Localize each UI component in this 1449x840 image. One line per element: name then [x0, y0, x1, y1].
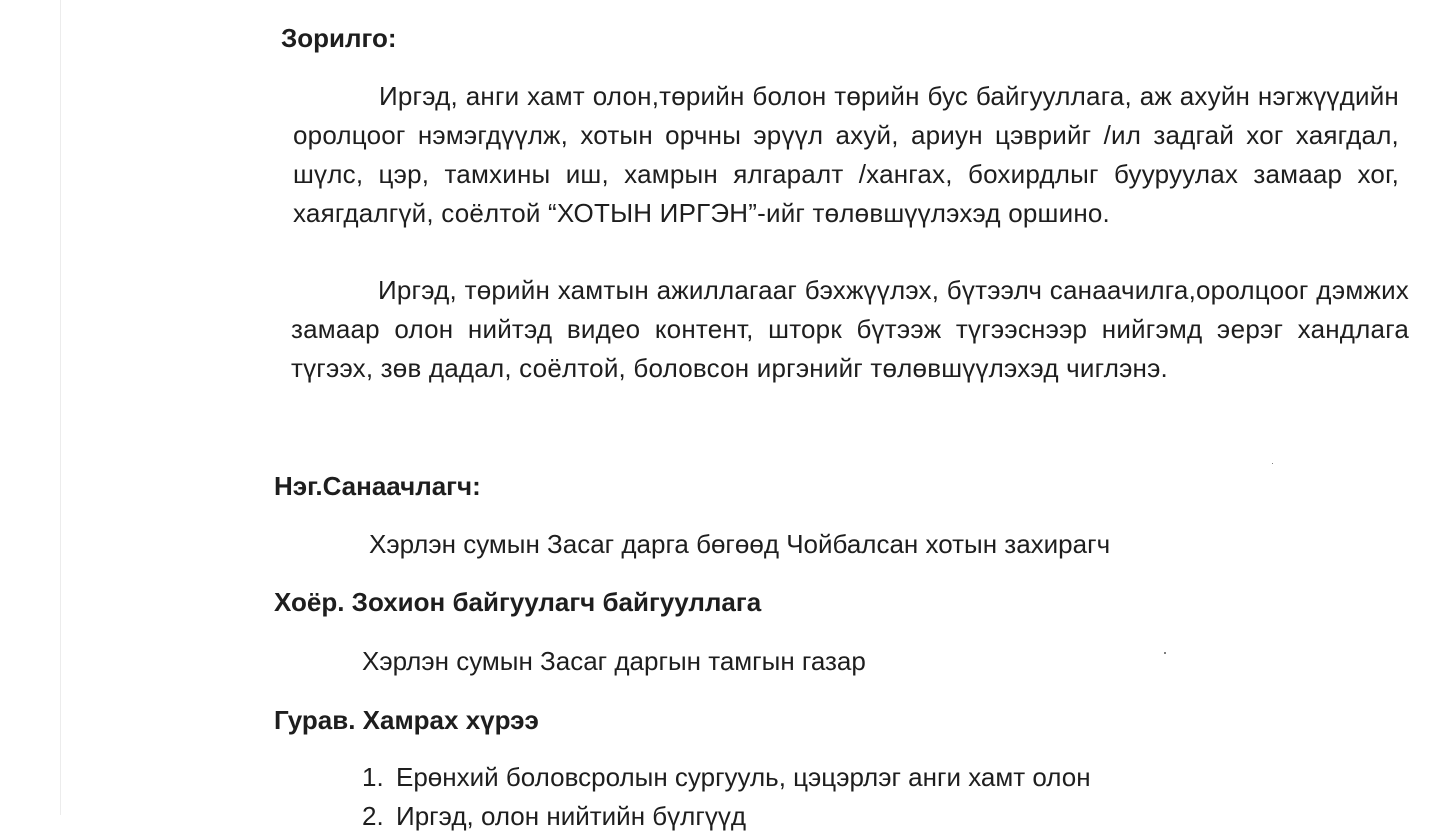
scan-speck	[1164, 652, 1166, 654]
scope-item-number: 2.	[362, 801, 384, 831]
goal-paragraph-2: Иргэд, төрийн хамтын ажиллагааг бэхжүүлэх, бүтээлч санаачилга,оролцоог дэмжих замаар олон нийтэд видео контент, шторк бүтээж түгээснээр нийгэмд эерэг хандлага түгээх, зөв дадал, соёлтой, боловсон иргэнийг төлөвшүүлэхэд чиглэнэ.	[291, 275, 1409, 383]
scope-list-item	[362, 762, 1091, 792]
goal-paragraph-1: Иргэд, анги хамт олон,төрийн болон төрийн бус байгууллага, аж ахуйн нэгжүүдийн оролцоог нэмэгдүүлж, хотын орчны эрүүл ахуй, ариун цэврийг /ил задгай хог хаягдал, шүлс, цэр, тамхины иш, хамрын ялгаралт /хангах, бохирдлыг бууруулах замаар хог, хаягдалгүй, соёлтой “ХОТЫН ИРГЭН”-ийг төлөвшүүлэхэд оршино.	[293, 81, 1399, 228]
scope-item-text: Иргэд, олон нийтийн бүлгүүд	[396, 801, 746, 831]
scope-heading: Гурав. Хамрах хүрээ	[274, 705, 539, 735]
organizer-text: Хэрлэн сумын Засаг даргын тамгын газар	[362, 646, 866, 676]
scope-list-item	[362, 801, 1091, 831]
scope-item-number: 1.	[362, 762, 384, 792]
initiator-heading: Нэг.Санаачлагч:	[274, 471, 481, 501]
initiator-text: Хэрлэн сумын Засаг дарга бөгөөд Чойбалсан хотын захирагч	[369, 529, 1111, 559]
organizer-heading: Хоёр. Зохион байгуулагч байгууллага	[274, 587, 762, 617]
scope-item-text: Ерөнхий боловсролын сургууль, цэцэрлэг анги хамт олон	[396, 762, 1091, 792]
scope-list	[362, 762, 1091, 840]
scan-speck	[1272, 463, 1273, 464]
goal-heading: Зорилго:	[281, 23, 397, 53]
